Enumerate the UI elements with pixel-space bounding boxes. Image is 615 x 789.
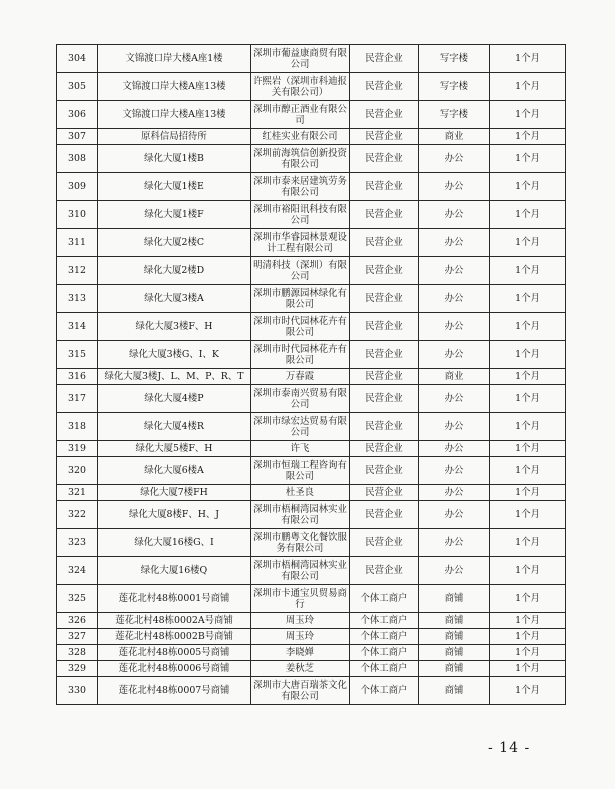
table-row — [57, 501, 566, 529]
row-number-cell: 308 — [57, 145, 98, 173]
period-cell: 1个月 — [490, 101, 566, 129]
row-number-cell: 329 — [57, 661, 98, 677]
tenant-type-cell: 民营企业 — [350, 501, 419, 529]
tenant-type-cell: 民营企业 — [350, 385, 419, 413]
location-cell: 绿化大厦3楼G、I、K — [98, 341, 251, 369]
tenant-cell: 深圳市时代园林花卉有限公司 — [251, 341, 350, 369]
usage-cell: 写字楼 — [419, 73, 490, 101]
tenant-cell: 红桂实业有限公司 — [251, 129, 350, 145]
row-number-cell: 323 — [57, 529, 98, 557]
usage-cell: 商业 — [419, 369, 490, 385]
period-cell: 1个月 — [490, 145, 566, 173]
tenant-type-cell: 民营企业 — [350, 257, 419, 285]
usage-cell: 商业 — [419, 129, 490, 145]
table-row — [57, 173, 566, 201]
tenant-cell: 深圳市泰南兴贸易有限公司 — [251, 385, 350, 413]
tenant-type-cell: 民营企业 — [350, 341, 419, 369]
row-number-cell: 327 — [57, 629, 98, 645]
table-row — [57, 413, 566, 441]
tenant-cell: 许熙岩（深圳市科迪报关有限公司） — [251, 73, 350, 101]
tenant-cell: 深圳市梧桐湾园林实业有限公司 — [251, 557, 350, 585]
usage-cell: 办公 — [419, 385, 490, 413]
location-cell: 莲花北村48栋0002B号商铺 — [98, 629, 251, 645]
row-number-cell: 319 — [57, 441, 98, 457]
table-row — [57, 285, 566, 313]
table-row — [57, 457, 566, 485]
row-number-cell: 321 — [57, 485, 98, 501]
usage-cell: 商铺 — [419, 677, 490, 705]
location-cell: 绿化大厦4楼P — [98, 385, 251, 413]
location-cell: 绿化大厦1楼B — [98, 145, 251, 173]
period-cell: 1个月 — [490, 413, 566, 441]
tenant-type-cell: 个体工商户 — [350, 613, 419, 629]
tenant-type-cell: 民营企业 — [350, 441, 419, 457]
row-number-cell: 315 — [57, 341, 98, 369]
usage-cell: 办公 — [419, 341, 490, 369]
table-row — [57, 229, 566, 257]
tenant-type-cell: 民营企业 — [350, 529, 419, 557]
tenant-cell: 许飞 — [251, 441, 350, 457]
table-row — [57, 101, 566, 129]
period-cell: 1个月 — [490, 285, 566, 313]
row-number-cell: 310 — [57, 201, 98, 229]
period-cell: 1个月 — [490, 557, 566, 585]
table-row — [57, 661, 566, 677]
location-cell: 绿化大厦6楼A — [98, 457, 251, 485]
usage-cell: 办公 — [419, 145, 490, 173]
usage-cell: 办公 — [419, 201, 490, 229]
row-number-cell: 304 — [57, 45, 98, 73]
tenant-type-cell: 民营企业 — [350, 285, 419, 313]
usage-cell: 办公 — [419, 557, 490, 585]
tenant-cell: 深圳市大唐百瑞茶文化有限公司 — [251, 677, 350, 705]
period-cell: 1个月 — [490, 661, 566, 677]
period-cell: 1个月 — [490, 485, 566, 501]
table-row — [57, 201, 566, 229]
row-number-cell: 311 — [57, 229, 98, 257]
tenant-type-cell: 民营企业 — [350, 557, 419, 585]
location-cell: 绿化大厦2楼D — [98, 257, 251, 285]
table-row — [57, 129, 566, 145]
page-number: - 14 - — [488, 740, 531, 756]
tenant-cell: 明清科技（深圳）有限公司 — [251, 257, 350, 285]
table-row — [57, 557, 566, 585]
period-cell: 1个月 — [490, 629, 566, 645]
table-row — [57, 257, 566, 285]
table-row — [57, 385, 566, 413]
tenant-type-cell: 民营企业 — [350, 413, 419, 441]
usage-cell: 办公 — [419, 457, 490, 485]
tenant-type-cell: 民营企业 — [350, 369, 419, 385]
location-cell: 文锦渡口岸大楼A座13楼 — [98, 73, 251, 101]
location-cell: 绿化大厦4楼R — [98, 413, 251, 441]
tenant-cell: 深圳市葡益康商贸有限公司 — [251, 45, 350, 73]
usage-cell: 商铺 — [419, 585, 490, 613]
table-row — [57, 677, 566, 705]
period-cell: 1个月 — [490, 585, 566, 613]
usage-cell: 写字楼 — [419, 101, 490, 129]
location-cell: 绿化大厦3楼F、H — [98, 313, 251, 341]
tenant-type-cell: 民营企业 — [350, 485, 419, 501]
location-cell: 莲花北村48栋0001号商铺 — [98, 585, 251, 613]
location-cell: 文锦渡口岸大楼A座13楼 — [98, 101, 251, 129]
location-cell: 原科信局招待所 — [98, 129, 251, 145]
row-number-cell: 318 — [57, 413, 98, 441]
usage-cell: 办公 — [419, 501, 490, 529]
tenant-cell: 深圳市泰来居建筑劳务有限公司 — [251, 173, 350, 201]
tenant-cell: 深圳市时代园林花卉有限公司 — [251, 313, 350, 341]
location-cell: 莲花北村48栋0002A号商铺 — [98, 613, 251, 629]
table-row — [57, 313, 566, 341]
tenant-cell: 深圳市鹏源园林绿化有限公司 — [251, 285, 350, 313]
period-cell: 1个月 — [490, 385, 566, 413]
tenant-cell: 李晓婵 — [251, 645, 350, 661]
location-cell: 绿化大厦3楼A — [98, 285, 251, 313]
period-cell: 1个月 — [490, 129, 566, 145]
table-row — [57, 529, 566, 557]
usage-cell: 商铺 — [419, 613, 490, 629]
usage-cell: 办公 — [419, 173, 490, 201]
row-number-cell: 324 — [57, 557, 98, 585]
table-row — [57, 485, 566, 501]
row-number-cell: 314 — [57, 313, 98, 341]
tenant-type-cell: 民营企业 — [350, 173, 419, 201]
row-number-cell: 312 — [57, 257, 98, 285]
tenant-cell: 姜秋芝 — [251, 661, 350, 677]
tenant-type-cell: 民营企业 — [350, 129, 419, 145]
location-cell: 绿化大厦16楼G、I — [98, 529, 251, 557]
tenant-cell: 深圳市恒瑞工程咨询有限公司 — [251, 457, 350, 485]
tenant-type-cell: 个体工商户 — [350, 585, 419, 613]
table-row — [57, 613, 566, 629]
row-number-cell: 313 — [57, 285, 98, 313]
tenant-type-cell: 民营企业 — [350, 73, 419, 101]
table-row — [57, 145, 566, 173]
row-number-cell: 326 — [57, 613, 98, 629]
location-cell: 绿化大厦3楼J、L、M、P、R、T — [98, 369, 251, 385]
location-cell: 绿化大厦1楼F — [98, 201, 251, 229]
location-cell: 文锦渡口岸大楼A座1楼 — [98, 45, 251, 73]
tenant-cell: 杜圣良 — [251, 485, 350, 501]
period-cell: 1个月 — [490, 457, 566, 485]
tenant-type-cell: 民营企业 — [350, 313, 419, 341]
tenant-cell: 深圳市华睿园林景观设计工程有限公司 — [251, 229, 350, 257]
table-row — [57, 441, 566, 457]
tenant-cell: 深圳市绿宏达贸易有限公司 — [251, 413, 350, 441]
tenant-cell: 深圳前海筑信创新投资有限公司 — [251, 145, 350, 173]
tenant-cell: 万春霞 — [251, 369, 350, 385]
location-cell: 莲花北村48栋0005号商铺 — [98, 645, 251, 661]
period-cell: 1个月 — [490, 201, 566, 229]
tenant-type-cell: 个体工商户 — [350, 645, 419, 661]
tenant-cell: 深圳市梧桐湾园林实业有限公司 — [251, 501, 350, 529]
usage-cell: 办公 — [419, 441, 490, 457]
lease-table-body — [57, 45, 566, 705]
usage-cell: 办公 — [419, 229, 490, 257]
period-cell: 1个月 — [490, 45, 566, 73]
period-cell: 1个月 — [490, 257, 566, 285]
tenant-cell: 深圳市卡通宝贝贸易商行 — [251, 585, 350, 613]
usage-cell: 写字楼 — [419, 45, 490, 73]
usage-cell: 办公 — [419, 285, 490, 313]
row-number-cell: 305 — [57, 73, 98, 101]
usage-cell: 办公 — [419, 529, 490, 557]
tenant-type-cell: 民营企业 — [350, 201, 419, 229]
location-cell: 绿化大厦8楼F、H、J — [98, 501, 251, 529]
period-cell: 1个月 — [490, 313, 566, 341]
tenant-cell: 深圳市鹏粤文化餐饮服务有限公司 — [251, 529, 350, 557]
row-number-cell: 316 — [57, 369, 98, 385]
table-row — [57, 369, 566, 385]
location-cell: 绿化大厦1楼E — [98, 173, 251, 201]
tenant-cell: 周玉玲 — [251, 613, 350, 629]
row-number-cell: 330 — [57, 677, 98, 705]
tenant-cell: 深圳市醇正酒业有限公司 — [251, 101, 350, 129]
usage-cell: 办公 — [419, 257, 490, 285]
location-cell: 莲花北村48栋0006号商铺 — [98, 661, 251, 677]
row-number-cell: 307 — [57, 129, 98, 145]
tenant-type-cell: 民营企业 — [350, 457, 419, 485]
row-number-cell: 306 — [57, 101, 98, 129]
usage-cell: 商铺 — [419, 661, 490, 677]
period-cell: 1个月 — [490, 613, 566, 629]
lease-table-container — [56, 44, 565, 705]
period-cell: 1个月 — [490, 645, 566, 661]
row-number-cell: 320 — [57, 457, 98, 485]
lease-table — [56, 44, 566, 705]
period-cell: 1个月 — [490, 369, 566, 385]
row-number-cell: 322 — [57, 501, 98, 529]
table-row — [57, 45, 566, 73]
usage-cell: 办公 — [419, 413, 490, 441]
period-cell: 1个月 — [490, 501, 566, 529]
location-cell: 绿化大厦7楼FH — [98, 485, 251, 501]
tenant-type-cell: 个体工商户 — [350, 661, 419, 677]
row-number-cell: 328 — [57, 645, 98, 661]
tenant-type-cell: 民营企业 — [350, 229, 419, 257]
period-cell: 1个月 — [490, 173, 566, 201]
table-row — [57, 73, 566, 101]
period-cell: 1个月 — [490, 73, 566, 101]
period-cell: 1个月 — [490, 229, 566, 257]
period-cell: 1个月 — [490, 677, 566, 705]
tenant-cell: 深圳市裕阳讯科技有限公司 — [251, 201, 350, 229]
row-number-cell: 325 — [57, 585, 98, 613]
location-cell: 绿化大厦2楼C — [98, 229, 251, 257]
table-row — [57, 585, 566, 613]
usage-cell: 办公 — [419, 313, 490, 341]
location-cell: 绿化大厦5楼F、H — [98, 441, 251, 457]
tenant-type-cell: 民营企业 — [350, 45, 419, 73]
row-number-cell: 309 — [57, 173, 98, 201]
row-number-cell: 317 — [57, 385, 98, 413]
period-cell: 1个月 — [490, 441, 566, 457]
usage-cell: 商铺 — [419, 629, 490, 645]
table-row — [57, 629, 566, 645]
table-row — [57, 645, 566, 661]
tenant-type-cell: 民营企业 — [350, 145, 419, 173]
table-row — [57, 341, 566, 369]
usage-cell: 商铺 — [419, 645, 490, 661]
period-cell: 1个月 — [490, 529, 566, 557]
tenant-type-cell: 个体工商户 — [350, 677, 419, 705]
tenant-cell: 周玉玲 — [251, 629, 350, 645]
location-cell: 莲花北村48栋0007号商铺 — [98, 677, 251, 705]
location-cell: 绿化大厦16楼Q — [98, 557, 251, 585]
usage-cell: 办公 — [419, 485, 490, 501]
tenant-type-cell: 民营企业 — [350, 101, 419, 129]
tenant-type-cell: 个体工商户 — [350, 629, 419, 645]
period-cell: 1个月 — [490, 341, 566, 369]
